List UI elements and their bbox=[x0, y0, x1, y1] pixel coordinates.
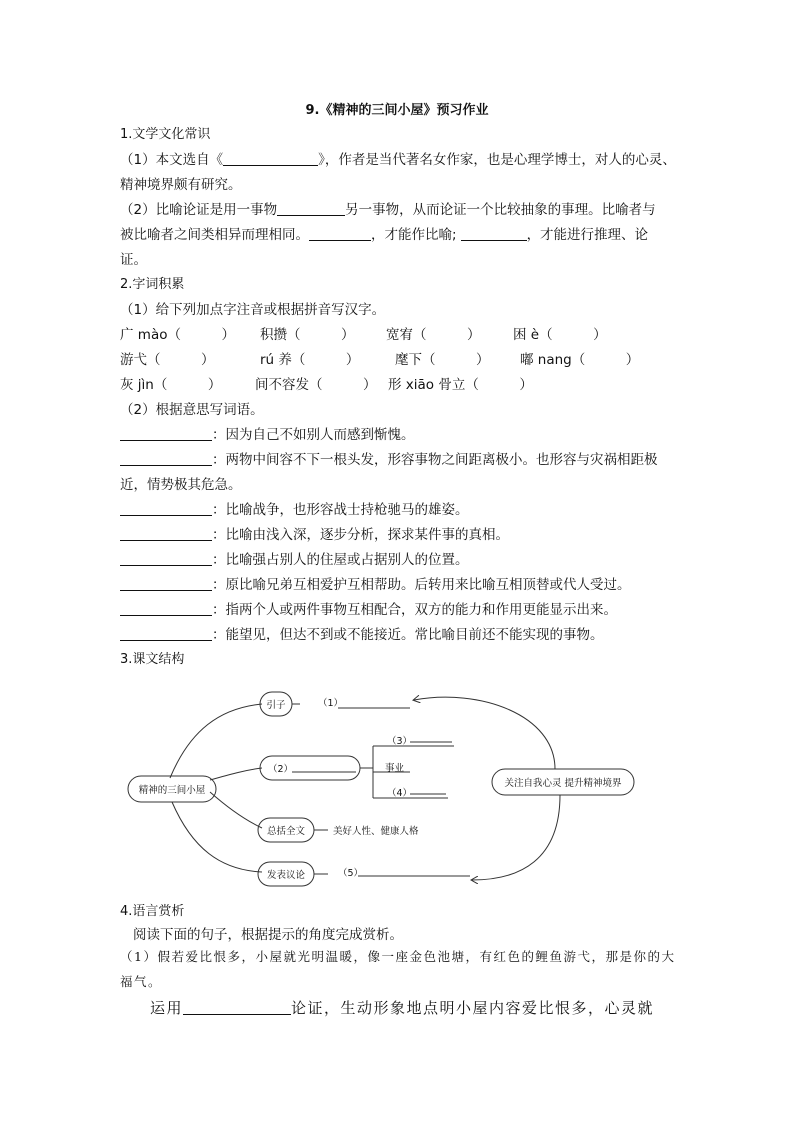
s1-q2-line3: 证。 bbox=[120, 252, 147, 268]
definition-text: ：比喻战争，也形容战士持枪驰马的雄姿。 bbox=[212, 502, 469, 518]
s4-answer-text-a: 运用 bbox=[150, 999, 184, 1017]
word-item[interactable]: rú 养（ ） bbox=[260, 352, 360, 368]
s1-q2-text-c: 被比喻者之间类相异而理相同。 bbox=[120, 227, 309, 243]
s1-q2-text-b: 另一事物，从而论证一个比较抽象的事理。比喻者与 bbox=[345, 202, 656, 218]
page-title: 9.《精神的三间小屋》预习作业 bbox=[305, 103, 489, 118]
s2-part2-prompt: （2）根据意思写词语。 bbox=[120, 402, 264, 418]
word-item[interactable]: 嘟 nang（ ） bbox=[520, 352, 640, 368]
career-label: 事业 bbox=[385, 763, 405, 774]
definition-text: ：比喻强占别人的住屋或占据别人的位置。 bbox=[212, 552, 469, 568]
s1-q1-text-a: （1）本文选自《 bbox=[120, 152, 224, 168]
summary-node-label: 总括全文 bbox=[266, 826, 306, 837]
connector-2 bbox=[210, 768, 262, 780]
definition-text: ：比喻由浅入深，逐步分析，探求某件事的真相。 bbox=[212, 527, 509, 543]
intro-node-label: 引子 bbox=[266, 700, 286, 711]
s4-quote-line2: 福气。 bbox=[120, 974, 163, 989]
connector-1 bbox=[170, 704, 262, 778]
s1-q2-text-d: ，才能作比喻; bbox=[371, 227, 457, 243]
loop-arrow-top bbox=[414, 697, 555, 769]
word-item[interactable]: 形 xiāo 骨立（ ） bbox=[388, 377, 533, 393]
word-item[interactable]: 游弋（ ） bbox=[120, 352, 215, 368]
center-node-label: 精神的三间小屋 bbox=[138, 785, 206, 796]
word-item[interactable]: 麾下（ ） bbox=[395, 352, 490, 368]
s1-q1-line2: 精神境界颇有研究。 bbox=[120, 177, 242, 193]
s4-quote-line1: （1）假若爱比恨多，小屋就光明温暖，像一座金色池塘，有红色的鲤鱼游弋，那是你的大 bbox=[120, 949, 676, 964]
connector-3 bbox=[210, 792, 262, 828]
loop-arrow-bottom bbox=[472, 795, 560, 880]
section-4-heading: 4.语言赏析 bbox=[120, 904, 185, 919]
word-item[interactable]: 间不容发（ ） bbox=[255, 377, 377, 393]
definition-text: ：指两个人或两件事物互相配合，双方的能力和作用更能显示出来。 bbox=[212, 602, 617, 618]
definition-text: ：原比喻兄弟互相爱护互相帮助。后转用来比喻互相顶替或代人受过。 bbox=[212, 577, 631, 593]
definition-text: ：两物中间容不下一根头发，形容事物之间距离极小。也形容与灾祸相距极 bbox=[212, 452, 658, 468]
word-item[interactable]: 积攒（ ） bbox=[260, 327, 355, 343]
word-item[interactable]: 广 mào（ ） bbox=[120, 327, 235, 343]
argument-node-label: 发表议论 bbox=[266, 870, 306, 881]
s2-part1-prompt: （1）给下列加点字注音或根据拼音写汉字。 bbox=[120, 302, 386, 318]
word-item[interactable]: 宽宥（ ） bbox=[386, 327, 481, 343]
s4-answer-line bbox=[150, 998, 654, 1017]
s1-q2-text-e: ，才能进行推理、论 bbox=[526, 227, 649, 243]
word-item[interactable]: 困 è（ ） bbox=[513, 327, 607, 343]
section-1-heading: 1.文学文化常识 bbox=[120, 127, 211, 142]
s1-q2-text-a: （2）比喻论证是用一事物 bbox=[120, 202, 278, 218]
summary-text: 美好人性、健康人格 bbox=[333, 826, 419, 837]
connector-4 bbox=[172, 802, 262, 872]
s1-q1-text-b: 》，作者是当代著名女作家，也是心理学博士，对人的心灵、 bbox=[318, 152, 676, 168]
definition-text: ：因为自己不如别人而感到惭愧。 bbox=[212, 427, 415, 443]
definition-continuation: 近，情势极其危急。 bbox=[120, 477, 242, 493]
section-2-heading: 2.字词积累 bbox=[120, 277, 185, 292]
blank1-label: （1） bbox=[318, 698, 344, 709]
word-item[interactable]: 灰 jìn（ ） bbox=[120, 377, 222, 393]
argument-type-blank[interactable] bbox=[183, 998, 291, 1015]
blank4-label: （4） bbox=[387, 788, 413, 799]
blank5-label: （5） bbox=[338, 868, 364, 879]
s4-intro: 阅读下面的句子，根据提示的角度完成赏析。 bbox=[133, 927, 403, 943]
definition-text: ：能望见，但达不到或不能接近。常比喻目前还不能实现的事物。 bbox=[212, 627, 604, 643]
section-3-heading: 3.课文结构 bbox=[120, 652, 185, 667]
blank3-label: （3） bbox=[387, 736, 413, 747]
node2-label: （2） bbox=[268, 764, 294, 775]
right-node-label: 关注自我心灵 提升精神境界 bbox=[504, 778, 622, 789]
s4-answer-text-b: 论证，生动形象地点明小屋内容爱比恨多，心灵就 bbox=[291, 999, 655, 1017]
